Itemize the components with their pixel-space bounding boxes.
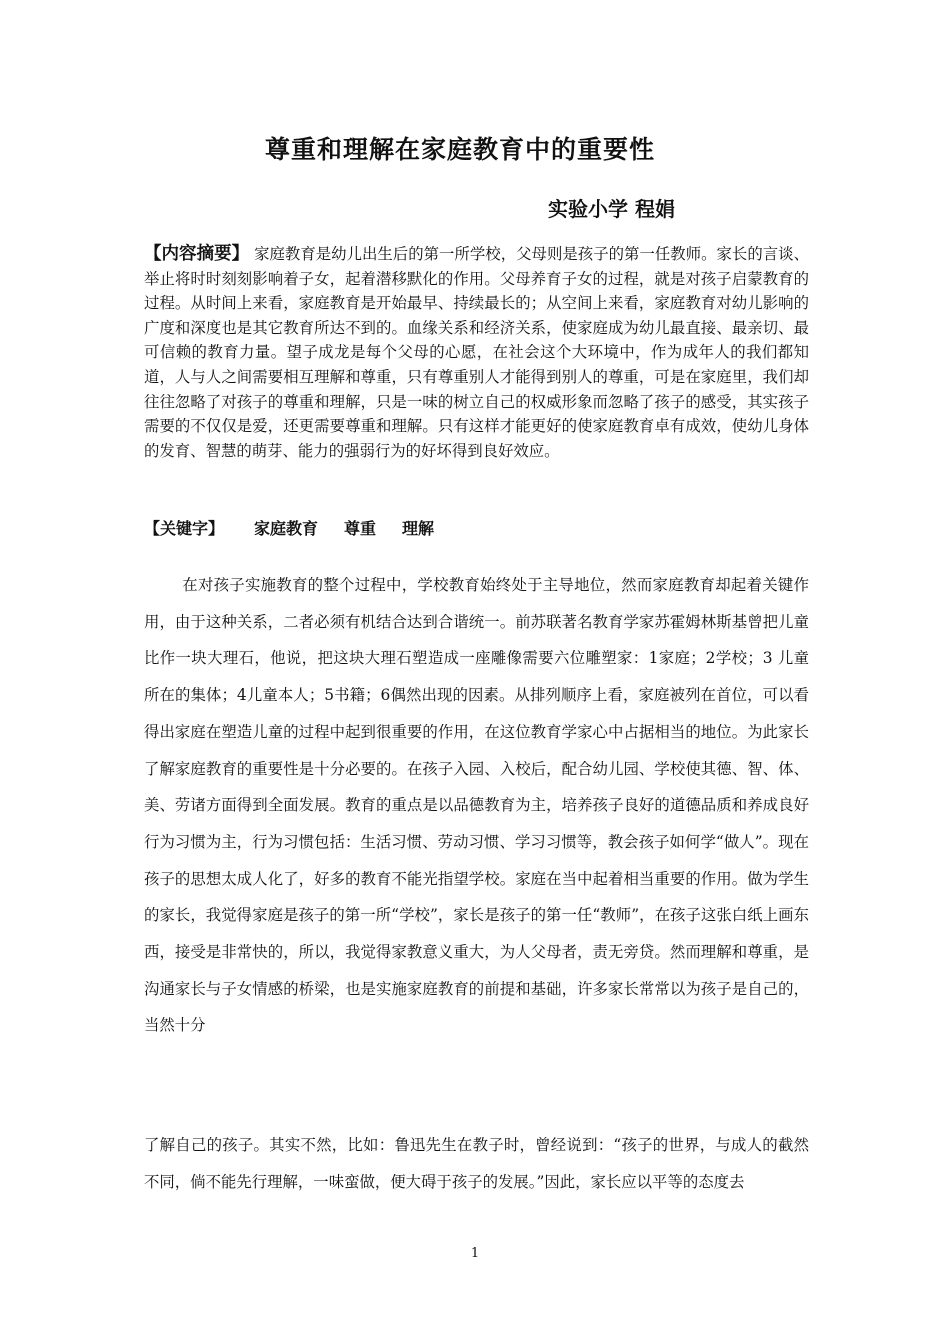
document-title: 尊重和理解在家庭教育中的重要性 <box>264 135 655 164</box>
body-paragraph-text: 在对孩子实施教育的整个过程中，学校教育始终处于主导地位，然而家庭教育却起着关键作用，由于这种关系，二者必须有机结合达到合谐统一。前苏联著名教育学家苏霍姆林斯基曾把儿童比作一块大理石，他说，把这块大理石塑造成一座雕像需要六位雕塑家：1家庭；2学校；3 儿童所在的集体；4儿童本人；5书籍；6偶然出现的因素。从排列顺序上看，家庭被列在首位，可以看得出家庭在塑造儿童的过程中起到很重要的作用，在这位教育学家心中占据相当的地位。为此家长了解家庭教育的重要性是十分必要的。在孩子入园、入校后，配合幼儿园、学校使其德、智、体、美、劳诸方面得到全面发展。教育的重点是以品德教育为主，培养孩子良好的道德品质和养成良好行为习惯为主，行为习惯包括：生活习惯、劳动习惯、学习习惯等，教会孩子如何学“做人”。现在孩子的思想太成人化了，好多的教育不能光指望学校。家庭在当中起着相当重要的作用。做为学生的家长，我觉得家庭是孩子的第一所“学校”，家长是孩子的第一任“教师”，在孩子这张白纸上画东西，接受是非常快的，所以，我觉得家教意义重大，为人父母者，责无旁贷。然而理解和尊重，是沟通家长与子女情感的桥梁，也是实施家庭教育的前提和基础，许多家长常常以为孩子是自己的，当然十分 <box>144 576 809 1035</box>
abstract <box>144 242 809 463</box>
abstract-text: 家庭教育是幼儿出生后的第一所学校，父母则是孩子的第一任教师。家长的言谈、举止将时时刻刻影响着子女，起着潜移默化的作用。父母养育子女的过程，就是对孩子启蒙教育的过程。从时间上来看，家庭教育是开始最早、持续最长的；从空间上来看，家庭教育对幼儿影响的广度和深度也是其它教育所达不到的。血缘关系和经济关系，使家庭成为幼儿最直接、最亲切、最可信赖的教育力量。望子成龙是每个父母的心愿，在社会这个大环境中，作为成年人的我们都知道，人与人之间需要相互理解和尊重，只有尊重别人才能得到别人的尊重，可是在家庭里，我们却往往忽略了对孩子的尊重和理解，只是一味的树立自己的权威形象而忽略了孩子的感受，其实孩子需要的不仅仅是爱，还更需要尊重和理解。只有这样才能更好的使家庭教育卓有成效，使幼儿身体的发育、智慧的萌芽、能力的强弱行为的好坏得到良好效应。 <box>144 245 809 460</box>
keyword: 家庭教育 <box>254 519 319 538</box>
abstract-label: 【内容摘要】 <box>144 244 250 264</box>
keyword: 尊重 <box>344 519 377 538</box>
keywords-label: 【关键字】 <box>144 519 225 538</box>
body-paragraph-continued: 了解自己的孩子。其实不然，比如：鲁迅先生在教子时，曾经说到：“孩子的世界，与成人的截然不同，倘不能先行理解，一味蛮做，便大碍于孩子的发展。”因此，家长应以平等的态度去 <box>144 1136 809 1191</box>
body-paragraph <box>144 567 809 1044</box>
page-number: 1 <box>470 1246 480 1261</box>
document-author: 实验小学 程娟 <box>548 197 675 221</box>
keyword: 理解 <box>402 519 435 538</box>
keywords-line <box>144 514 434 544</box>
